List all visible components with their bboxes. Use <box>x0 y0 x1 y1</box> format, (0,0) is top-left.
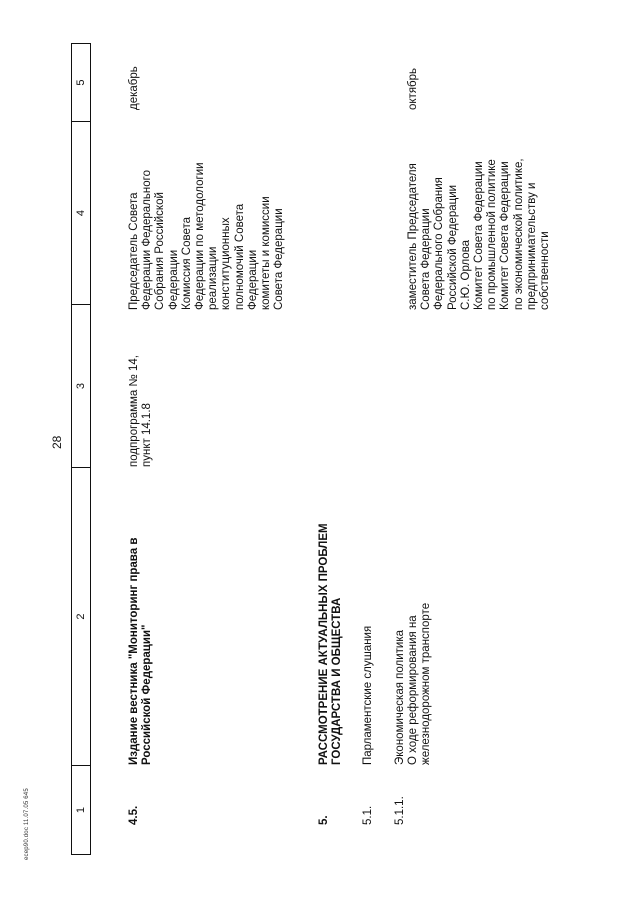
subsection-title: Парламентские слушания <box>362 625 374 765</box>
row-title: Экономическая политика О ходе реформирования на железнодорожном транспорте <box>394 602 433 765</box>
row-basis: подпрограмма № 14, пункт 14.1.8 <box>128 354 154 467</box>
header-col-2: 2 <box>72 467 90 765</box>
header-col-3: 3 <box>72 304 90 467</box>
row-term: декабрь <box>128 66 140 110</box>
row-responsible: заместитель Председателя Совета Федерации Федерального Собрания Российской Федерации С.Ю. Орлова Комитет Совета Федерации по промышленной политике Комитет Совета Федерации по экономической политике, предпринимательству и собственности <box>407 158 552 310</box>
row-title: Издание вестника "Мониторинг права в Российской Федерации" <box>128 537 154 765</box>
header-col-1: 1 <box>72 765 90 854</box>
table-header-row <box>71 43 91 855</box>
row-number: 5.1.1. <box>394 796 406 825</box>
section-title: РАССМОТРЕНИЕ АКТУАЛЬНЫХ ПРОБЛЕМ ГОСУДАРСТВА И ОБЩЕСТВА <box>318 523 344 765</box>
rotated-table <box>0 15 640 865</box>
row-term: октябрь <box>407 67 419 110</box>
header-col-5: 5 <box>75 79 87 86</box>
document-id-footer: ecep90.doc 11.07.05 645 <box>24 788 30 860</box>
subsection-number: 5.1. <box>362 805 374 825</box>
header-col-4: 4 <box>72 121 90 304</box>
page-number: 28 <box>50 435 64 449</box>
section-number: 5. <box>318 815 330 825</box>
row-responsible: Председатель Совета Федерации Федерального Собрания Российской Федерации Комиссия Совета Федерации по методологии реализации конституционных полномочий Совета Федерации комитеты и комиссии Совета Федерации <box>128 162 286 310</box>
row-number: 4.5. <box>128 805 140 825</box>
